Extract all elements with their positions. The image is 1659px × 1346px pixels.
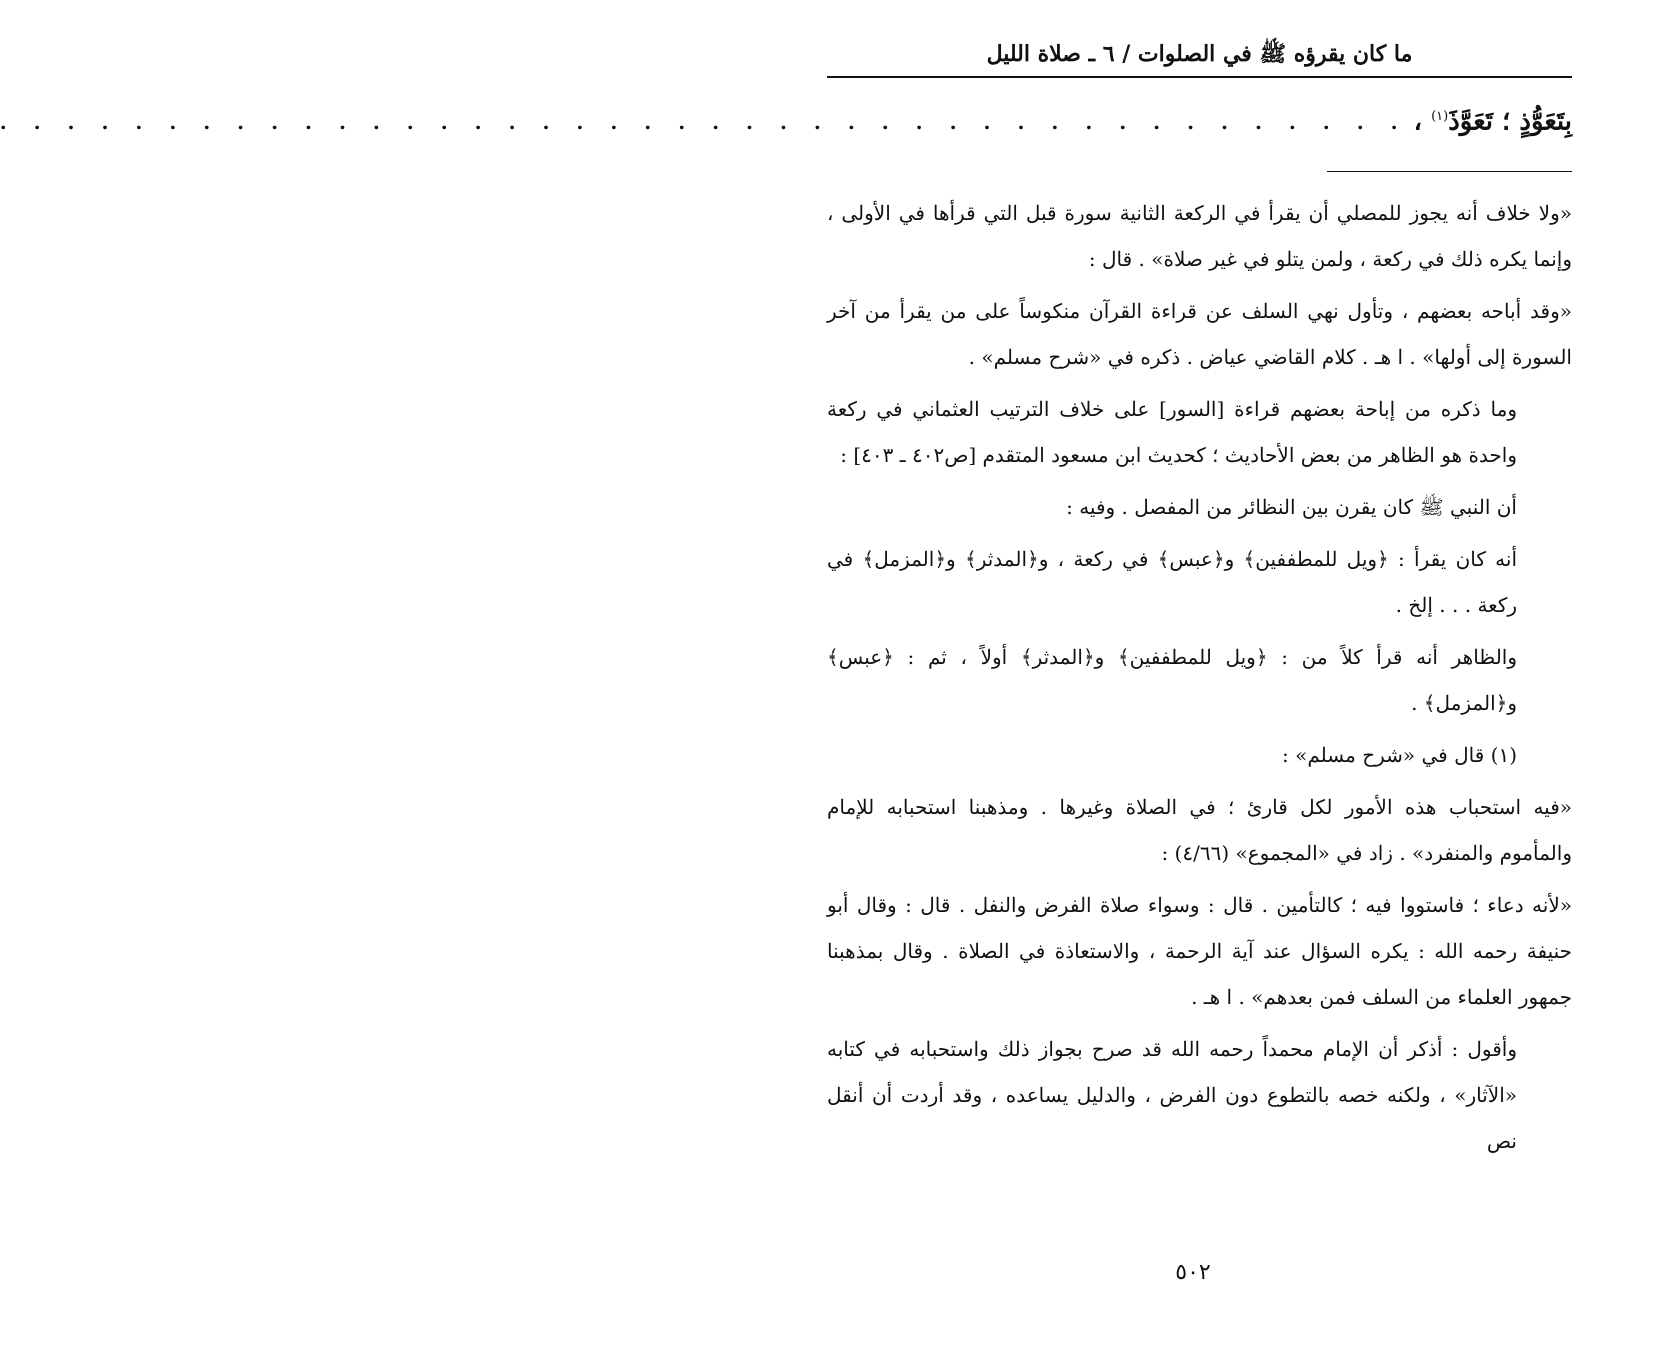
paragraph: والظاهر أنه قرأ كلاً من : ﴿ويل للمطففين﴾ و﴿المدثر﴾ أولاً ، ثم : ﴿عبس﴾ و﴿المزمل﴾ . — [827, 645, 1517, 715]
paragraph: «وقد أباحه بعضهم ، وتأول نهي السلف عن قراءة القرآن منكوساً على من يقرأ من آخر السورة إلى أولها» . ا هـ . كلام القاضي عياض . ذكره في «شرح مسلم» . — [827, 299, 1572, 369]
footnote-heading: (١) قال في «شرح مسلم» : — [1282, 743, 1517, 767]
paragraph: «فيه استحباب هذه الأمور لكل قارئ ؛ في الصلاة وغيرها . ومذهبنا استحبابه للإمام والمأموم والمنفرد» . زاد في «المجموع» (٤/٦٦) : — [827, 795, 1572, 865]
verse-trailing: ، — [1413, 107, 1432, 137]
verse-words: بِتَعَوُّذٍ ؛ تَعَوَّذَ — [1448, 107, 1572, 137]
running-header: ما كان يقرؤه ﷺ في الصلوات / ٦ ـ صلاة الليل — [986, 41, 1413, 67]
paragraph: وما ذكره من إباحة بعضهم قراءة [السور] على خلاف الترتيب العثماني في ركعة واحدة هو الظاهر من بعض الأحاديث ؛ كحديث ابن مسعود المتقدم [ص٤٠٢ ـ ٤٠٣] : — [827, 397, 1517, 467]
footnote-body — [827, 190, 1572, 1170]
verse-text — [1414, 99, 1572, 140]
header-divider — [827, 76, 1572, 78]
page-number: ٥٠٢ — [1175, 1260, 1211, 1285]
verse-line — [0, 100, 1572, 140]
paragraph: أنه كان يقرأ : ﴿ويل للمطففين﴾ و﴿عبس﴾ في ركعة ، و﴿المدثر﴾ و﴿المزمل﴾ في ركعة . . . إلخ . — [827, 547, 1517, 617]
footnote-divider — [1327, 171, 1572, 172]
paragraph: أن النبي ﷺ كان يقرن بين النظائر من المفصل . وفيه : — [1066, 495, 1517, 519]
footnote-marker: (١) — [1431, 109, 1449, 125]
paragraph: «ولا خلاف أنه يجوز للمصلي أن يقرأ في الركعة الثانية سورة قبل التي قرأها في الأولى ، وإنما يكره ذلك في ركعة ، ولمن يتلو في غير صلاة» . قال : — [827, 201, 1572, 271]
dot-leader: . . . . . . . . . . . . . . . . . . . . . . . . . . . . . . . . . . . . . . . . . . — [0, 110, 1408, 134]
paragraph: «لأنه دعاء ؛ فاستووا فيه ؛ كالتأمين . قال : وسواء صلاة الفرض والنفل . قال : وقال أبو حنيفة رحمه الله : يكره السؤال عند آية الرحمة ، والاستعاذة في الصلاة . وقال بمذهبنا جمهور العلماء من السلف فمن بعدهم» . ا هـ . — [827, 893, 1572, 1009]
paragraph: وأقول : أذكر أن الإمام محمداً رحمه الله قد صرح بجواز ذلك واستحبابه في كتابه «الآثار» ، ولكنه خصه بالتطوع دون الفرض ، والدليل يساعده ، وقد أردت أن أنقل نص — [827, 1037, 1517, 1153]
